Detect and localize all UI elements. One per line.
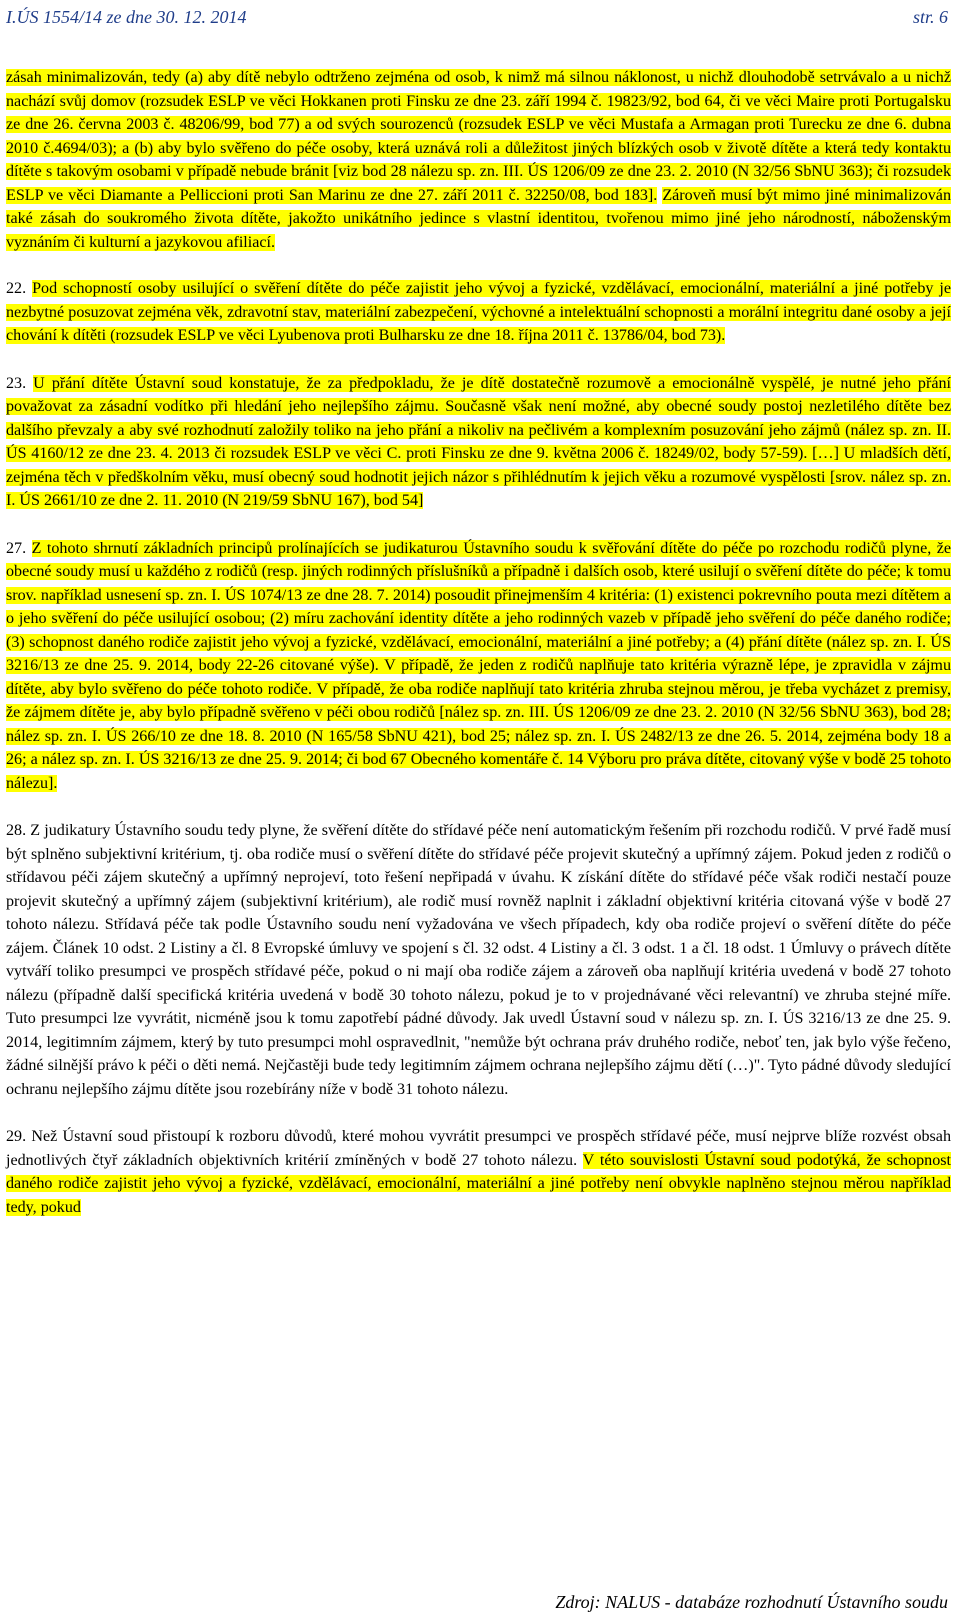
paragraph-number: 23. [6, 374, 34, 392]
paragraph-number: 22. [6, 280, 33, 297]
plain-text: 28. Z judikatury Ústavního soudu tedy plyne, že svěření dítěte do střídavé péče není automatickým řešením při rozchodu rodičů. V prvé řadě musí být splněno subjektivní kritérium, tj. oba rodiče musí o svěření dítěte do střídavé péče projevit skutečný a upřímný zájem. Pokud jeden z rodičů o střídavou péči zájem skutečný a upřímný neprojeví, toto řešení nepřipadá v úvahu. K získání dítěte do střídavé péče však rodiči nestačí pouze projevit skutečný a upřímný zájem (subjektivní kritérium), ale rodič musí rovněž naplnit i základní objektivní kritéria citovaná výše v bodě 27 tohoto nálezu. Střídavá péče tak podle Ústavního soudu není vyžadována ve všech případech, kdy oba rodiče projeví o svěření dítěte do péče zájem. Článek 10 odst. 2 Listiny a čl. 8 Evropské úmluvy ve spojení s čl. 32 odst. 4 Listiny a čl. 3 odst. 1 a čl. 18 odst. 1 Úmluvy o právech dítěte vytváří toliko presumpci ve prospěch střídavé péče, pokud o ni mají oba rodiče zájem a zároveň oba naplňují kritéria uvedená v bodě 27 tohoto nálezu (případně další specifická kritéria uvedená v bodě 30 tohoto nálezu, pokud je to v projednávané věci relevantní) ve zhruba stejné míře. Tuto presumpci lze vyvrátit, nicméně jsou k tomu zapotřebí pádné důvody. Jak uvedl Ústavní soud v nálezu sp. zn. I. ÚS 3216/13 ze dne 25. 9. 2014, legitimním zájmem, který by tuto presumpci mohl ospravedlnit, "nemůže být ochrana práv druhého rodiče, neboť ten, jak bylo výše řečeno, žádné silnější právo k péči o děti nemá. Nejčastěji bude tedy legitimním zájmem ochrana nejlepšího zájmu dětí (…)". Tyto pádné důvody sledující ochranu nejlepšího zájmu dítěte jsou rozebírány níže v bodě 31 tohoto nálezu. [6, 822, 951, 1098]
plain-text: 29. Než Ústavní soud přistoupí k rozboru důvodů, které mohou vyvrátit presumpci ve prospěch střídavé péče, musí nejprve blíže rozvést obsah jednotlivých čtyř základních objektivních kritérií zmíněných v bodě 27 tohoto nálezu. [6, 1128, 951, 1169]
highlighted-text: Zároveň musí být mimo jiné minimalizován také zásah do soukromého života dítěte, jakožto unikátního jedince s vlastní identitou, tvořenou mimo jiné jeho národností, náboženským vyznáním či kulturní a jazykovou afiliací. [6, 186, 951, 251]
paragraph-29 [6, 1125, 951, 1219]
highlighted-text: zásah minimalizován, tedy (a) aby dítě nebylo odtrženo zejména od osob, k nimž má silnou náklonost, u nichž dlouhodobě setrvávalo a u nichž nachází svůj domov (rozsudek ESLP ve věci Hokkanen proti Finsku ze dne 23. září 1994 č. 19823/92, bod 64, či ve věci Maire proti Portugalsku ze dne 26. června 2003 č. 48206/99, bod 77) a od svých sourozenců (rozsudek ESLP ve věci Mustafa a Armagan proti Turecku ze dne 6. dubna 2010 č.4694/03); a (b) aby bylo svěřeno do péče osoby, která uznává roli a důležitost jiných blízkých osob v životě dítěte a která tedy kontaktu dítěte s takovým osobami v případě nebude bránit [viz bod 28 nálezu sp. zn. III. ÚS 1206/09 ze dne 23. 2. 2010 (N 32/56 SbNU 363); či rozsudek ESLP ve věci Diamante a Pelliccioni proti San Marinu ze dne 27. září 2011 č. 32250/08, bod 183]. [6, 69, 951, 204]
paragraph-27 [6, 537, 951, 796]
paragraph-28 [6, 819, 951, 1101]
highlighted-text: Z tohoto shrnutí základních principů prolínajících se judikaturou Ústavního soudu k svěřování dítěte do péče po rozchodu rodičů plyne, že obecné soudy musí u každého z rodičů (resp. jiných rodinných příslušníků a případně i dalších osob, které usilují o svěření dítěte do péče; k tomu srov. například usnesení sp. zn. I. ÚS 1074/13 ze dne 28. 7. 2014) posoudit přinejmenším 4 kritéria: (1) existenci pokrevního pouta mezi dítětem a o jeho svěření do péče usilující osobou; (2) míru zachování identity dítěte a jeho rodinných vazeb v případě jeho svěření do péče daného rodiče; (3) schopnost daného rodiče zajistit jeho vývoj a fyzické, vzdělávací, emocionální, materiální a jiné potřeby; a (4) přání dítěte (nález sp. zn. I. ÚS 3216/13 ze dne 25. 9. 2014, body 22-26 citované výše). V případě, že jeden z rodičů naplňuje tato kritéria výrazně lépe, je zpravidla v zájmu dítěte, aby bylo svěřeno do péče tohoto rodiče. V případě, že oba rodiče naplňují tato kritéria zhruba stejnou měrou, je třeba vycházet z premisy, že zájmem dítěte je, aby bylo případně svěřeno v péči obou rodičů [nález sp. zn. III. ÚS 1206/09 ze dne 23. 2. 2010 (N 32/56 SbNU 363), bod 28; nález sp. zn. I. ÚS 266/10 ze dne 18. 8. 2010 (N 165/58 SbNU 421), bod 25; nález sp. zn. I. ÚS 2482/13 ze dne 26. 5. 2014, zejména body 18 a 26; a nález sp. zn. I. ÚS 3216/13 ze dne 25. 9. 2014; či bod 67 Obecného komentáře č. 14 Výboru pro práva dítěte, citovaný výše v bodě 25 tohoto nálezu]. [6, 539, 952, 792]
paragraph-22 [6, 277, 951, 348]
document-body [6, 66, 951, 1243]
paragraph-continuation [6, 66, 951, 254]
page-number: str. 6 [912, 6, 948, 27]
highlighted-text: U přání dítěte Ústavní soud konstatuje, že za předpokladu, že je dítě dostatečně rozumově a emocionálně vyspělé, je nutné jeho přání považovat za zásadní vodítko při hledání jeho nejlepšího zájmu. Současně však není možné, aby obecné soudy postoj nezletilého dítěte bez dalšího převzaly a aby své rozhodnutí založily toliko na jeho přání a nikoliv na pečlivém a komplexním posuzování jeho zájmů (nález sp. zn. II. ÚS 4160/12 ze dne 23. 4. 2013 či rozsudek ESLP ve věci C. proti Finsku ze dne 9. května 2006 č. 18249/02, body 57-59). […] U mladších dětí, zejména těch v předškolním věku, musí obecný soud hodnotit jejich názor s přihlédnutím k jejich věku a rozumové vyspělosti [srov. nález sp. zn. I. ÚS 2661/10 ze dne 2. 11. 2010 (N 219/59 SbNU 167), bod 54] [6, 374, 951, 509]
case-reference: I.ÚS 1554/14 ze dne 30. 12. 2014 [6, 6, 247, 27]
highlighted-text: Pod schopností osoby usilující o svěření dítěte do péče zajistit jeho vývoj a fyzické, vzdělávací, emocionální, materiální a jiné potřeby je nezbytné posuzovat zejména věk, zdravotní stav, materiální zabezpečení, výchovné a intelektuální schopnosti a morální integritu dané osoby a její chování k dítěti (rozsudek ESLP ve věci Lyubenova proti Bulharsku ze dne 18. října 2011 č. 13786/04, bod 73). [6, 280, 951, 344]
source-footer: Zdroj: NALUS - databáze rozhodnutí Ústavního soudu [555, 1592, 948, 1612]
highlighted-text: V této souvislosti Ústavní soud podotýká, že schopnost daného rodiče zajistit jeho vývoj a fyzické, vzdělávací, emocionální, materiální a jiné potřeby není obvykle naplněno stejnou měrou například tedy, pokud [6, 1151, 951, 1216]
page-header [6, 4, 948, 30]
paragraph-23 [6, 372, 951, 513]
paragraph-number: 27. [6, 539, 32, 557]
